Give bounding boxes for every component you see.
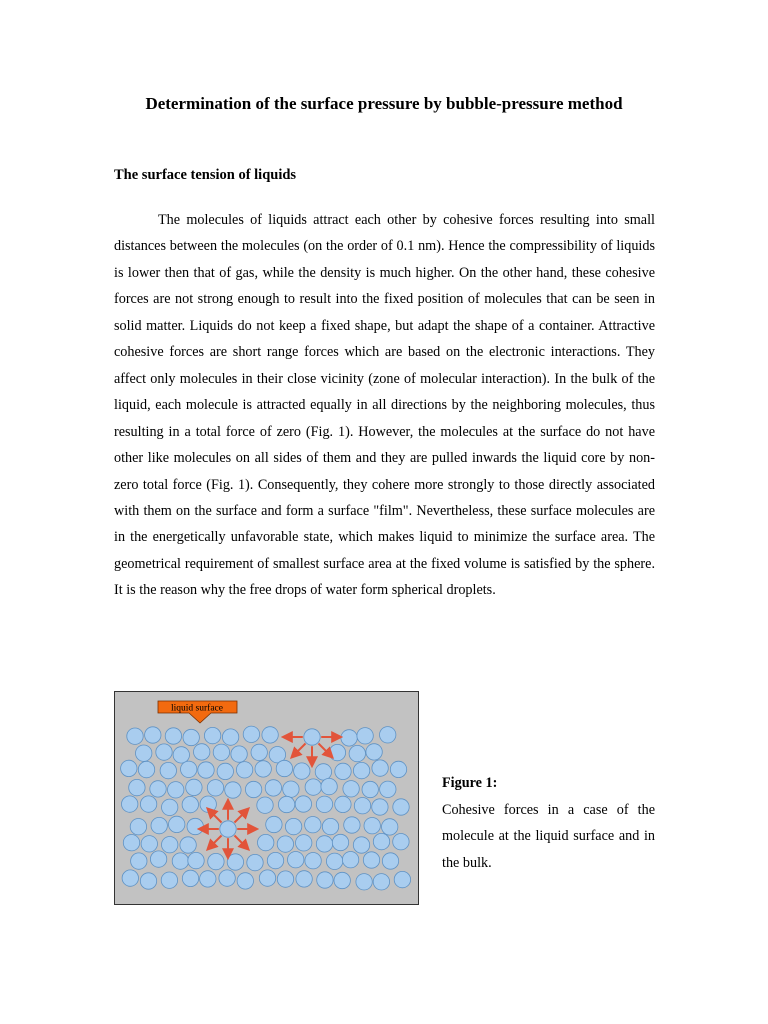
molecule xyxy=(162,837,178,853)
bulk-force-arrow xyxy=(235,836,248,849)
figure-caption xyxy=(442,770,655,876)
molecule xyxy=(317,872,333,888)
molecule xyxy=(127,728,143,744)
molecule xyxy=(247,854,263,870)
molecule xyxy=(278,796,294,812)
molecule xyxy=(245,781,261,797)
molecule xyxy=(173,747,189,763)
molecule xyxy=(266,816,282,832)
bulk-force-arrow xyxy=(235,810,248,823)
molecule xyxy=(315,764,331,780)
molecule xyxy=(194,744,210,760)
molecule xyxy=(231,746,247,762)
document-title: Determination of the surface pressure by bubble-pressure method xyxy=(145,94,623,113)
molecule xyxy=(141,836,157,852)
molecule xyxy=(322,818,338,834)
molecule xyxy=(267,852,283,868)
caption-label: Figure 1: xyxy=(442,775,498,791)
molecule xyxy=(265,780,281,796)
molecule xyxy=(198,762,214,778)
molecule xyxy=(373,874,389,890)
molecule xyxy=(140,796,156,812)
molecule xyxy=(373,833,389,849)
molecule xyxy=(335,763,351,779)
molecule xyxy=(150,781,166,797)
molecule xyxy=(342,852,358,868)
molecule xyxy=(288,852,304,868)
molecule xyxy=(182,796,198,812)
molecule xyxy=(161,872,177,888)
molecule xyxy=(258,834,274,850)
molecule xyxy=(356,874,372,890)
molecule xyxy=(305,853,321,869)
molecule xyxy=(277,836,293,852)
molecule xyxy=(296,871,312,887)
molecule xyxy=(380,781,396,797)
molecule xyxy=(200,871,216,887)
molecule xyxy=(145,727,161,743)
molecule xyxy=(296,835,312,851)
molecule xyxy=(213,744,229,760)
section-heading: The surface tension of liquids xyxy=(114,167,297,183)
molecule xyxy=(182,870,198,886)
molecule xyxy=(364,818,380,834)
molecule xyxy=(222,729,238,745)
molecule xyxy=(285,818,301,834)
molecules-group xyxy=(121,726,411,890)
molecule xyxy=(156,744,172,760)
molecule xyxy=(123,835,139,851)
molecule xyxy=(122,796,138,812)
molecule xyxy=(283,781,299,797)
molecule xyxy=(353,762,369,778)
molecule xyxy=(168,782,184,798)
molecule xyxy=(200,796,216,812)
molecule xyxy=(321,778,337,794)
molecule xyxy=(295,796,311,812)
molecule xyxy=(353,837,369,853)
molecule xyxy=(393,799,409,815)
molecule xyxy=(334,872,350,888)
molecule xyxy=(366,744,382,760)
molecule xyxy=(236,762,252,778)
molecule xyxy=(208,853,224,869)
molecule xyxy=(394,871,410,887)
molecule xyxy=(138,761,154,777)
molecule xyxy=(165,728,181,744)
molecule xyxy=(237,873,253,889)
molecule xyxy=(131,853,147,869)
caption-text: Cohesive forces in a case of the molecule at the liquid surface and in the bulk. xyxy=(442,801,655,871)
molecule xyxy=(316,796,332,812)
molecule xyxy=(259,870,275,886)
molecule xyxy=(183,729,199,745)
molecule xyxy=(219,870,235,886)
molecule xyxy=(372,760,388,776)
bulk-molecule xyxy=(220,821,236,837)
molecule xyxy=(326,853,342,869)
molecule xyxy=(243,726,259,742)
molecule xyxy=(276,760,292,776)
molecule xyxy=(181,761,197,777)
liquid-surface-text: liquid surface xyxy=(171,703,223,714)
molecule xyxy=(329,744,345,760)
molecule xyxy=(316,836,332,852)
molecule xyxy=(136,745,152,761)
molecule xyxy=(204,727,220,743)
molecule xyxy=(332,834,348,850)
molecule xyxy=(305,817,321,833)
molecule xyxy=(150,851,166,867)
surface-molecule xyxy=(304,729,320,745)
molecule xyxy=(207,780,223,796)
molecule xyxy=(225,782,241,798)
molecule xyxy=(349,745,365,761)
molecule xyxy=(277,871,293,887)
molecule xyxy=(393,834,409,850)
molecule xyxy=(335,796,351,812)
molecule xyxy=(363,852,379,868)
molecule xyxy=(382,853,398,869)
molecule xyxy=(151,817,167,833)
bulk-force-arrow xyxy=(209,836,222,849)
molecule xyxy=(129,779,145,795)
molecule xyxy=(294,763,310,779)
molecule xyxy=(255,761,271,777)
molecule xyxy=(390,761,406,777)
molecule xyxy=(188,852,204,868)
molecule xyxy=(162,799,178,815)
molecule xyxy=(186,779,202,795)
body-paragraph: The molecules of liquids attract each other by cohesive forces resulting into small distances between the molecules (on the order of 0.1 nm). Hence the compressibility of liquids is lower then that of gas, while the density is much higher. On the other hand, these cohesive forces are not strong enough to result into the fixed position of molecules that can be seen in solid matter. Liquids do not keep a fixed shape, but adapt the shape of a container. Attractive cohesive forces are short range forces which are based on the electronic interactions. They affect only molecules in their close vicinity (zone of molecular interaction). In the bulk of the liquid, each molecule is attracted equally in all directions by the neighboring molecules, thus resulting in a total force of zero (Fig. 1). However, the molecules at the surface do not have other like molecules on all sides of them and they are pulled inwards the liquid core by non-zero total force (Fig. 1). Consequently, they cohere more strongly to those directly associated with them on the surface and form a surface "film". Nevertheless, these surface molecules are in the energetically unfavorable state, which makes liquid to minimize the surface area. The geometrical requirement of smallest surface area at the fixed volume is satisfied by the sphere. It is the reason why the free drops of water form spherical droplets. xyxy=(114,212,655,599)
molecule xyxy=(380,727,396,743)
molecule xyxy=(341,730,357,746)
molecule xyxy=(169,816,185,832)
molecule xyxy=(121,760,137,776)
figure-1-illustration xyxy=(114,691,419,905)
molecule xyxy=(180,837,196,853)
molecule xyxy=(344,817,360,833)
molecule xyxy=(343,781,359,797)
molecule xyxy=(354,798,370,814)
molecule xyxy=(160,762,176,778)
liquid-surface-label xyxy=(158,701,237,723)
molecule xyxy=(357,728,373,744)
molecule xyxy=(122,870,138,886)
molecules-diagram xyxy=(115,692,418,904)
molecule xyxy=(362,781,378,797)
molecule xyxy=(217,763,233,779)
molecule xyxy=(130,819,146,835)
molecule xyxy=(372,799,388,815)
molecule xyxy=(172,853,188,869)
molecule xyxy=(257,797,273,813)
molecule xyxy=(262,727,278,743)
surface-force-arrow xyxy=(293,744,306,757)
molecule xyxy=(382,819,398,835)
molecule xyxy=(227,854,243,870)
molecule xyxy=(305,779,321,795)
molecule xyxy=(140,873,156,889)
molecule xyxy=(187,818,203,834)
bulk-force-arrow xyxy=(209,810,222,823)
molecule xyxy=(251,744,267,760)
